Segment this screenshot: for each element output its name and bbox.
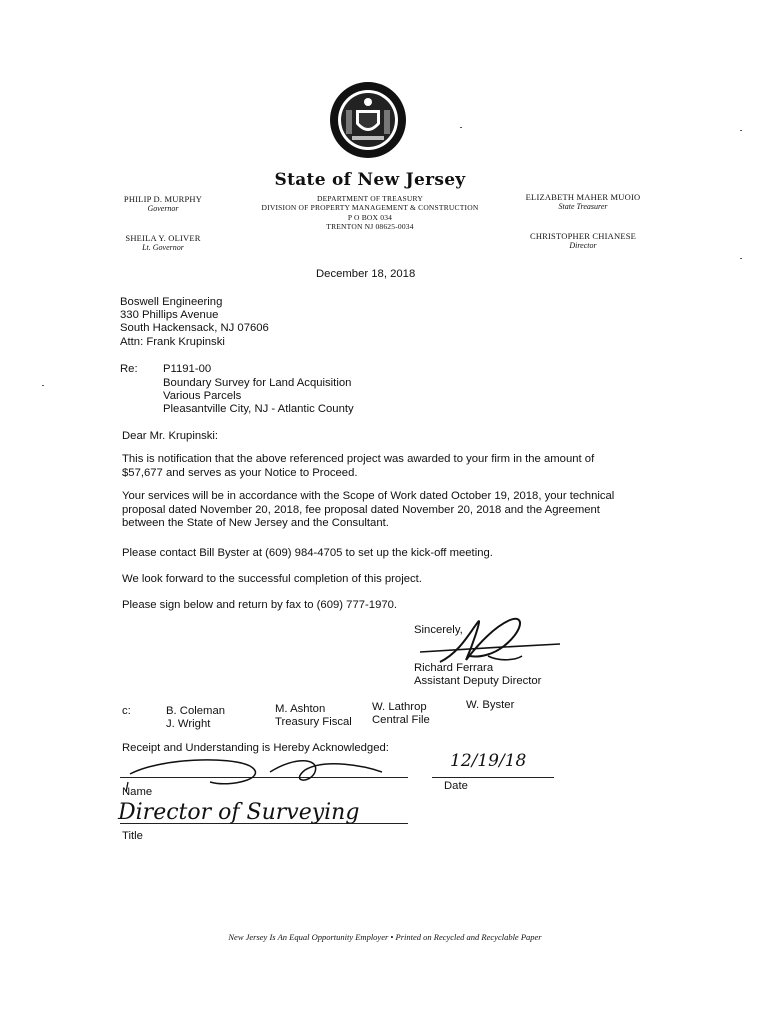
scan-speck [42,385,44,386]
salutation: Dear Mr. Krupinski: [122,430,219,442]
recipient-line-3: South Hackensack, NJ 07606 [120,322,269,334]
handwritten-date: 12/19/18 [450,751,527,771]
division-line: DIVISION OF PROPERTY MANAGEMENT & CONSTRUCTION [261,203,479,212]
paragraph-4: We look forward to the successful completion of this project. [122,573,422,585]
paragraph-2: Your services will be in accordance with the Scope of Work dated October 19, 2018, your technical proposal dated November 20, 2018, fee proposal dated November 20, 2018 and the Agreement between the State of New Jersey and the Consultant. [122,490,615,529]
recipient-line-4: Attn: Frank Krupinski [120,336,225,348]
state-name: State of New Jersey [274,170,466,190]
lt-governor-title: Lt. Governor [142,243,184,252]
handwritten-title: Director of Surveying [118,800,360,825]
closing: Sincerely, [414,624,463,636]
re-line-2: Boundary Survey for Land Acquisition [163,377,352,389]
cc-name-3: M. Ashton [275,703,326,715]
re-label: Re: [120,363,138,375]
state-seal-icon [328,80,408,160]
city-line: TRENTON NJ 08625-0034 [326,222,414,231]
lt-governor-name: SHEILA Y. OLIVER [125,233,201,243]
treasurer-title: State Treasurer [558,202,608,211]
paragraph-3: Please contact Bill Byster at (609) 984-4705 to set up the kick-off meeting. [122,547,493,559]
date-signature-line [432,777,554,778]
paragraph-5: Please sign below and return by fax to (609) 777-1970. [122,599,398,611]
recipient-line-2: 330 Phillips Avenue [120,309,219,321]
governor-name: PHILIP D. MURPHY [123,194,203,204]
cc-label: c: [122,705,131,717]
governor-block [108,194,218,213]
director-block [508,231,658,250]
scan-speck [460,127,462,128]
scan-speck [740,258,742,259]
director-title: Director [569,241,597,250]
re-line-4: Pleasantville City, NJ - Atlantic County [163,403,354,415]
cc-name-5: W. Lathrop [372,701,427,713]
cc-name-4: Treasury Fiscal [275,716,352,728]
re-line-3: Various Parcels [163,390,242,402]
po-box-line: P O BOX 034 [347,213,393,222]
cc-name-1: B. Coleman [166,705,226,717]
cc-name-2: J. Wright [166,718,211,730]
date-label: Date [444,780,468,792]
letter-date: December 18, 2018 [316,268,416,280]
lt-governor-block [108,233,218,252]
signer-name: Richard Ferrara [414,662,494,674]
acknowledgement-signature [120,748,410,793]
paragraph-1: This is notification that the above referenced project was awarded to your firm in the amount of $57,677 and serves as your Notice to Proceed. [122,453,595,479]
re-line-1: P1191-00 [163,363,212,375]
name-label: Name [122,786,153,798]
treasurer-name: ELIZABETH MAHER MUOIO [525,192,641,202]
director-name: CHRISTOPHER CHIANESE [529,231,637,241]
signer-title: Assistant Deputy Director [414,675,542,687]
governor-title: Governor [147,204,179,213]
recipient-line-1: Boswell Engineering [120,296,223,308]
title-label: Title [122,830,143,842]
scan-speck [740,130,742,131]
acknowledgement-text: Receipt and Understanding is Hereby Acknowledged: [122,742,389,754]
footer-text: New Jersey Is An Equal Opportunity Employer • Printed on Recycled and Recyclable Paper [228,932,542,942]
treasurer-block [508,192,658,211]
cc-name-7: W. Byster [466,699,515,711]
cc-name-6: Central File [372,714,430,726]
department-line: DEPARTMENT OF TREASURY [317,194,423,203]
